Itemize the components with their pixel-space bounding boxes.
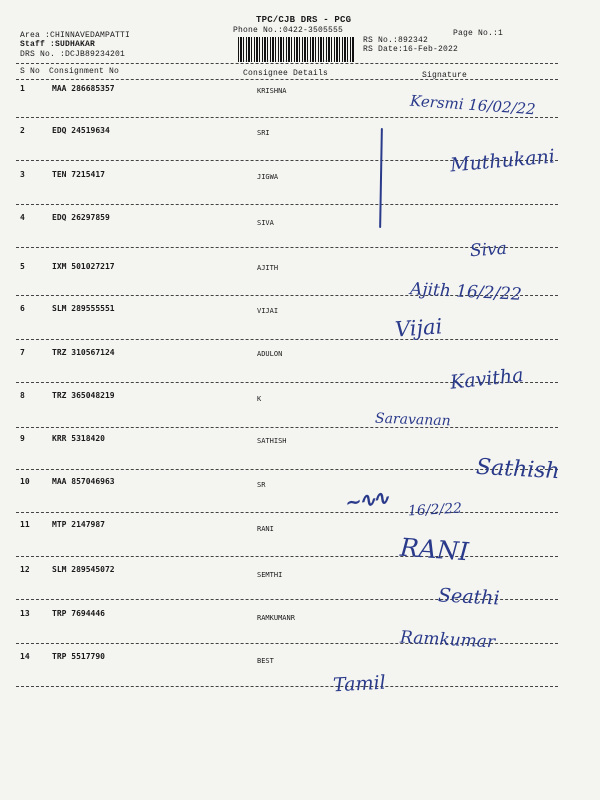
barcode-image — [238, 37, 355, 62]
row-consignment: KRR 5318420 — [52, 434, 105, 443]
row-sno: 6 — [20, 304, 25, 313]
row-consignee: SEMTHI — [257, 571, 283, 579]
report-title: TPC/CJB DRS - PCG — [256, 15, 352, 25]
area-label: Area :CHINNAVEDAMPATTI — [20, 31, 131, 40]
row-sno: 12 — [20, 565, 30, 574]
signature-vijai: Vijai — [394, 314, 444, 342]
rs-date: RS Date:16-Feb-2022 — [363, 45, 459, 54]
row-sno: 5 — [20, 262, 25, 271]
row-consignee: RAMKUMANR — [257, 614, 295, 622]
row-consignee: VIJAI — [257, 307, 279, 315]
row-consignment: TEN 7215417 — [52, 170, 105, 179]
row-consignment: IXM 501027217 — [52, 262, 115, 271]
row-divider — [16, 339, 558, 340]
row-divider — [16, 117, 558, 118]
signature-rani: RANI — [399, 532, 470, 567]
row-sno: 9 — [20, 434, 25, 443]
signature-sri: Muthukani — [449, 145, 556, 177]
row-consignment: TRP 5517790 — [52, 652, 105, 661]
row-consignment: EDQ 24519634 — [52, 126, 110, 135]
row-sno: 3 — [20, 170, 25, 179]
row-consignment: MAA 286685357 — [52, 84, 115, 93]
row-consignee: SIVA — [257, 219, 274, 227]
page-number: Page No.:1 — [453, 29, 504, 38]
col-header-consignment: Consignment No — [49, 67, 120, 76]
row-sno: 1 — [20, 84, 25, 93]
row-consignee: SRI — [257, 129, 270, 137]
row-consignment: SLM 289545072 — [52, 565, 115, 574]
row-divider — [16, 512, 558, 513]
row-consignment: MTP 2147987 — [52, 520, 105, 529]
row-consignee: RANI — [257, 525, 274, 533]
row-consignee: AJITH — [257, 264, 279, 272]
signature-krishna: Kersmi 16/02/22 — [409, 91, 537, 119]
row-sno: 2 — [20, 126, 25, 135]
row-consignment: TRZ 310567124 — [52, 348, 115, 357]
col-header-sno: S No — [20, 67, 41, 76]
signature-semthi: Seathi — [437, 584, 501, 610]
signature-k: Saravanan — [374, 410, 451, 430]
signature-ajith: Ajith 16/2/22 — [409, 279, 523, 305]
row-sno: 14 — [20, 652, 30, 661]
row-consignment: MAA 857046963 — [52, 477, 115, 486]
row-consignee: BEST — [257, 657, 274, 665]
row-consignee: JIGWA — [257, 173, 279, 181]
row-divider — [16, 427, 558, 428]
row-consignment: TRZ 365048219 — [52, 391, 115, 400]
drs-number: DRS No. :DCJB89234201 — [20, 50, 126, 59]
row-sno: 13 — [20, 609, 30, 618]
col-header-consignee: Consignee Details — [243, 69, 329, 78]
row-consignee: SATHISH — [257, 437, 287, 445]
staff-label: Staff :SUDHAKAR — [20, 40, 96, 49]
row-consignee: K — [257, 395, 262, 403]
signature-siva: Siva — [469, 238, 508, 262]
signature-sr-date: 16/2/22 — [407, 500, 463, 520]
row-divider — [16, 686, 558, 687]
signature-kavitha: Kavitha — [449, 364, 525, 394]
row-sno: 11 — [20, 520, 30, 529]
rs-number: RS No.:892342 — [363, 36, 429, 45]
row-consignment: TRP 7694446 — [52, 609, 105, 618]
signature-sathish: Sathish — [475, 454, 561, 485]
row-consignment: EDQ 26297859 — [52, 213, 110, 222]
row-sno: 4 — [20, 213, 25, 222]
row-sno: 7 — [20, 348, 25, 357]
row-sno: 10 — [20, 477, 30, 486]
signature-best: Tamil — [332, 671, 387, 697]
col-header-signature: Signature — [422, 71, 468, 80]
signature-sr-mark: ~∿∿ — [343, 485, 388, 515]
row-divider — [16, 556, 558, 557]
row-consignment: SLM 289555551 — [52, 304, 115, 313]
row-consignee: KRISHNA — [257, 87, 287, 95]
row-sno: 8 — [20, 391, 25, 400]
signature-ramkumanr: Ramkumar — [399, 627, 496, 653]
header-divider — [16, 63, 558, 64]
column-header-divider — [16, 79, 558, 80]
row-consignee: ADULON — [257, 350, 283, 358]
row-consignee: SR — [257, 481, 266, 489]
phone-number: Phone No.:0422-3505555 — [233, 26, 344, 35]
row-divider — [16, 204, 558, 205]
